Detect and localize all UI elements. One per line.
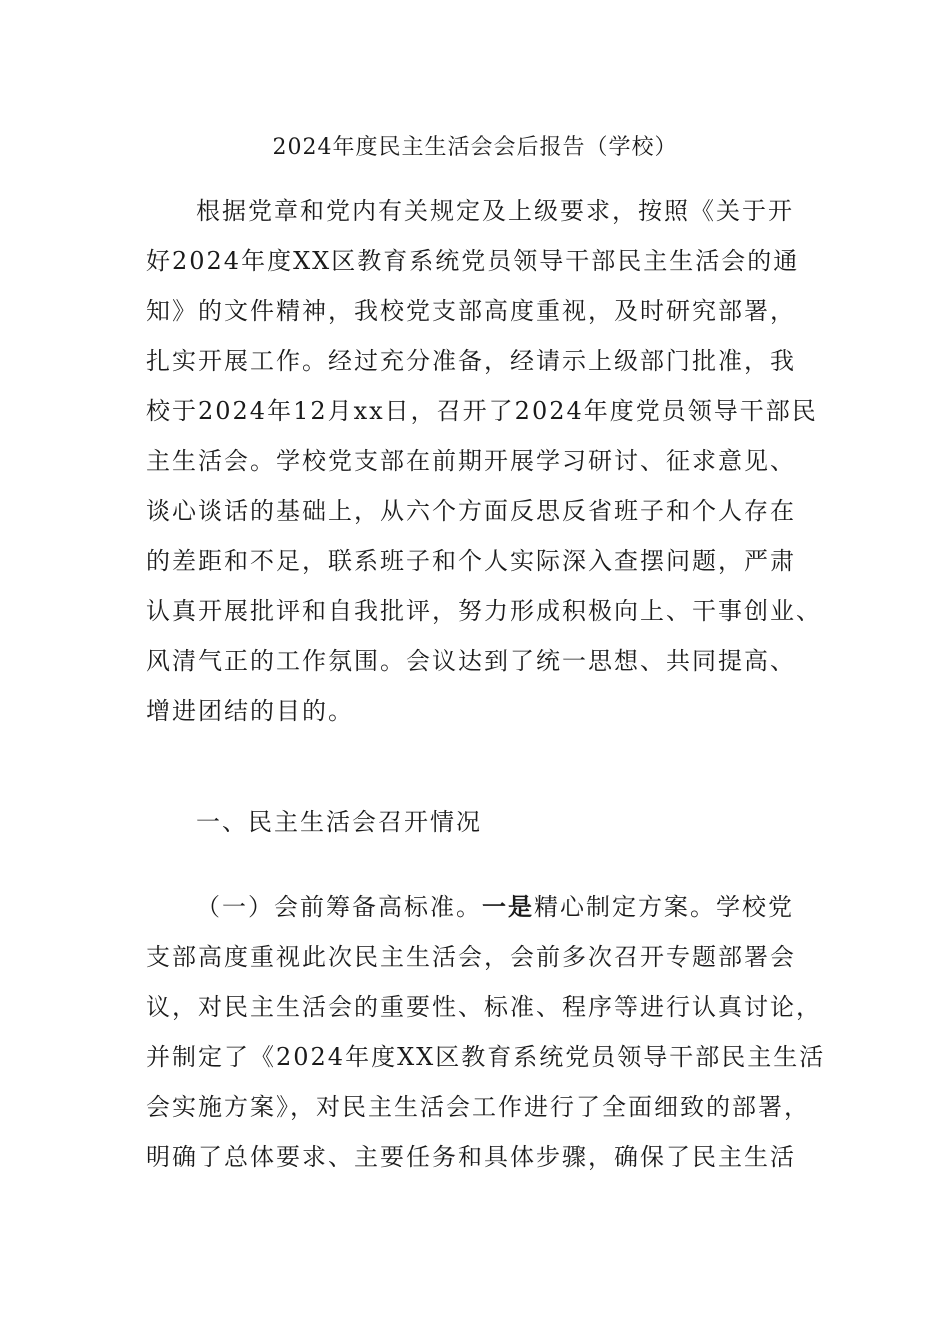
paragraph-line: 谈心谈话的基础上，从六个方面反思反省班子和个人存在 — [146, 497, 796, 525]
paragraph-line: 明确了总体要求、主要任务和具体步骤，确保了民主生活 — [146, 1143, 796, 1171]
paragraph-line: 议，对民主生活会的重要性、标准、程序等进行认真讨论， — [146, 993, 822, 1021]
line-text: 精心制定方案。学校党 — [534, 893, 794, 921]
paragraph-line: 风清气正的工作氛围。会议达到了统一思想、共同提高、 — [146, 647, 796, 675]
paragraph-line: 支部高度重视此次民主生活会，会前多次召开专题部署会 — [146, 943, 796, 971]
paragraph-line — [146, 882, 825, 932]
paragraph-line: 认真开展批评和自我批评，努力形成积极向上、干事创业、 — [146, 597, 822, 625]
paragraph-line: 增进团结的目的。 — [146, 697, 354, 725]
paragraph-line: 主生活会。学校党支部在前期开展学习研讨、征求意见、 — [146, 447, 796, 475]
paragraph-line: 会实施方案》，对民主生活会工作进行了全面细致的部署， — [146, 1093, 810, 1121]
paragraph-line: 的差距和不足，联系班子和个人实际深入查摆问题，严肃 — [146, 547, 796, 575]
bold-emphasis: 一是 — [482, 892, 534, 921]
section-heading-text: 一、民主生活会召开情况 — [196, 808, 482, 836]
paragraph-line: 校于2024年12月xx日，召开了2024年度党员领导干部民 — [146, 397, 818, 425]
paragraph-line: 根据党章和党内有关规定及上级要求，按照《关于开 — [196, 197, 794, 225]
paragraph-intro — [146, 186, 822, 736]
subheading-text: （一）会前筹备高标准。 — [196, 893, 482, 921]
document-title: 2024年度民主生活会会后报告（学校） — [272, 135, 678, 160]
paragraph-preparation — [146, 882, 825, 1182]
section-heading — [146, 797, 482, 847]
paragraph-line: 并制定了《2024年度XX区教育系统党员领导干部民主生活 — [146, 1043, 826, 1071]
paragraph-line: 知》的文件精神，我校党支部高度重视，及时研究部署， — [146, 297, 796, 325]
paragraph-line: 好2024年度XX区教育系统党员领导干部民主生活会的通 — [146, 247, 800, 275]
paragraph-line: 扎实开展工作。经过充分准备，经请示上级部门批准，我 — [146, 347, 796, 375]
